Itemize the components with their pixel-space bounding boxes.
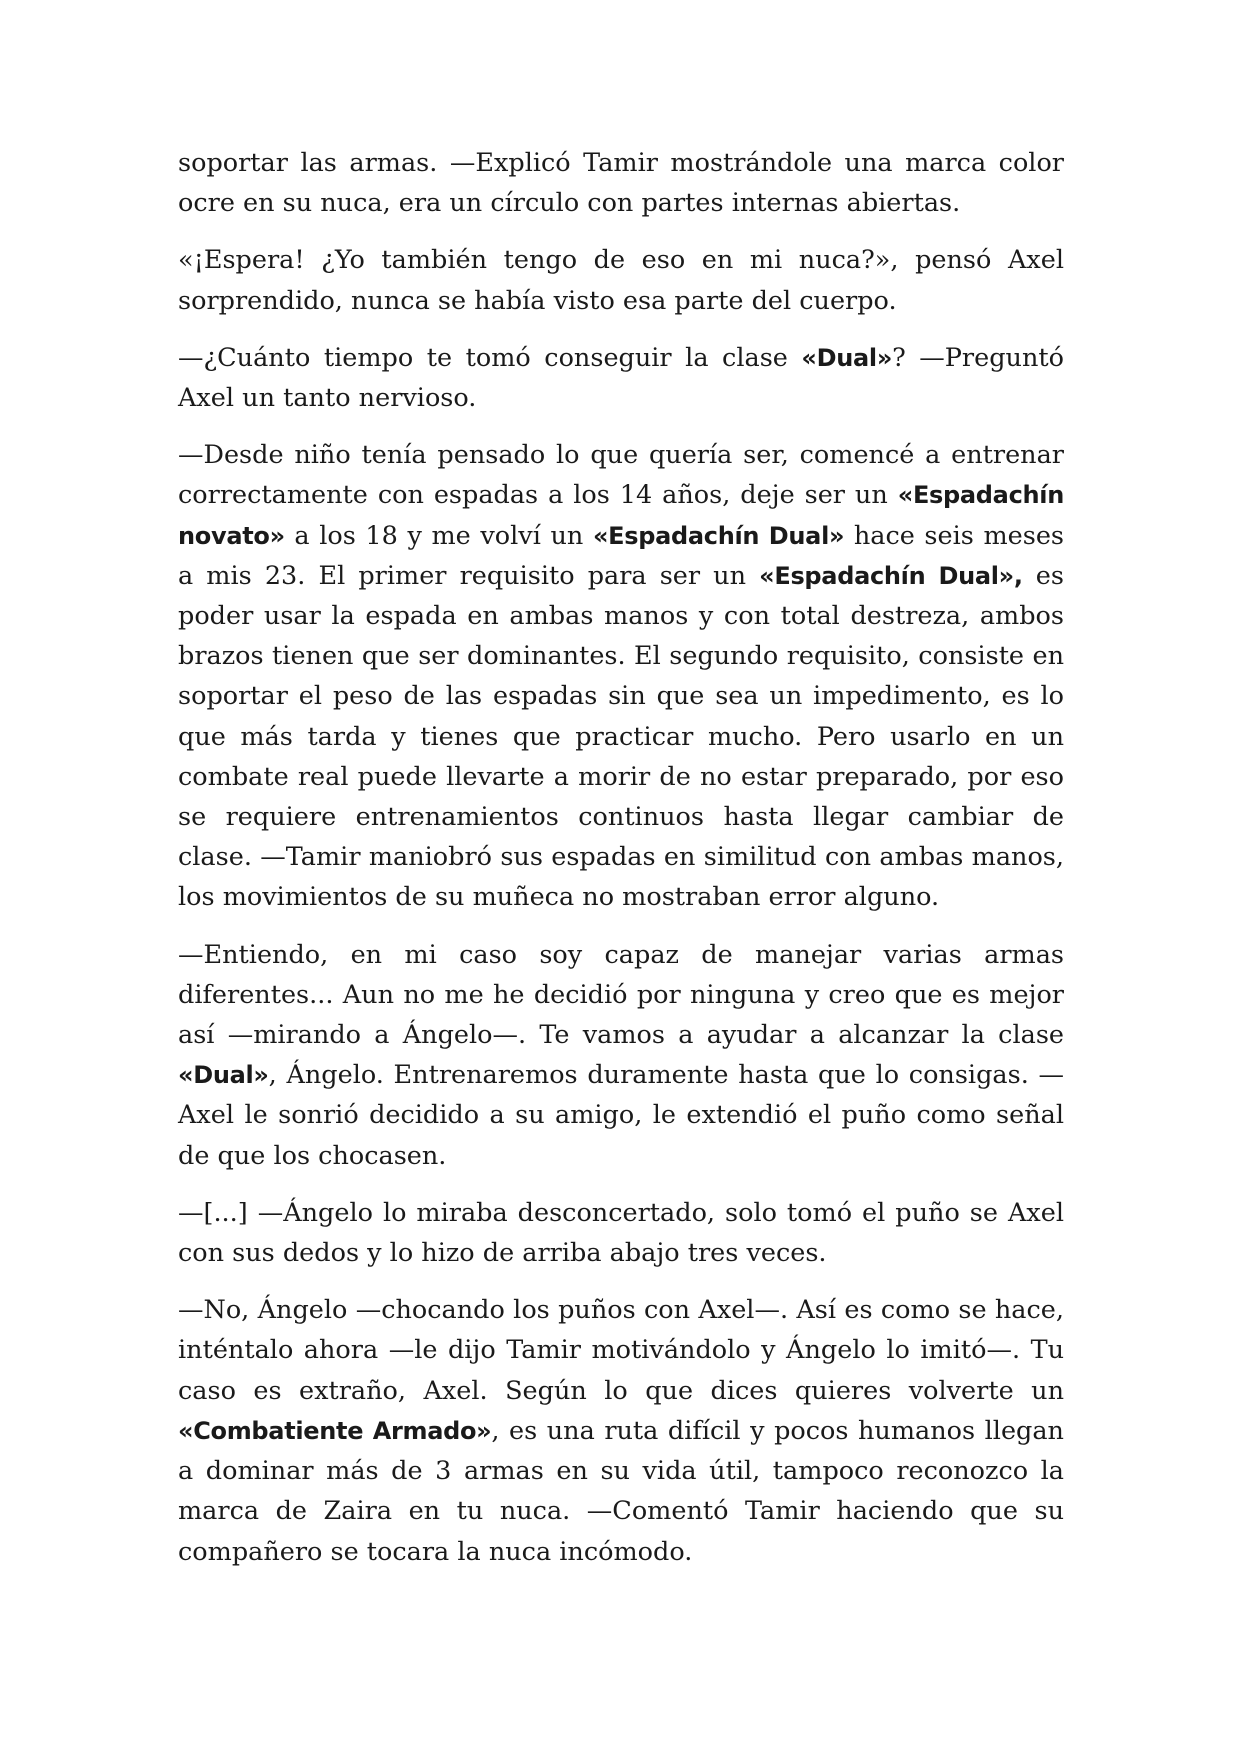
- class-name-bold: «Dual»: [178, 1061, 269, 1090]
- text-run: ? —Preguntó Axel un tanto nervioso.: [178, 342, 1064, 414]
- text-run: , Ángelo. Entrenaremos duramente hasta que lo consigas. —Axel le sonrió decidido a su amigo, le extendió el puño como señal de que los chocasen.: [178, 1060, 1064, 1171]
- class-name-bold: «Dual»: [801, 343, 893, 372]
- paragraph-3: [178, 338, 1064, 418]
- text-run: soportar las armas. —Explicó Tamir mostrándole una marca color ocre en su nuca, era un círculo con partes internas abiertas.: [178, 148, 1064, 219]
- class-name-bold: «Espadachín novato»: [178, 481, 1064, 550]
- document-page: [178, 143, 1064, 1589]
- class-name-bold: «Espadachín Dual»,: [759, 561, 1023, 590]
- text-run: —No, Ángelo —chocando los puños con Axel—. Así es como se hace, inténtalo ahora —le dijo Tamir motivándolo y Ángelo lo imitó—. Tu caso es extraño, Axel. Según lo que dices quieres volverte un: [178, 1295, 1064, 1406]
- text-run: a los 18 y me volví un: [284, 520, 593, 551]
- text-run: —Desde niño tenía pensado lo que quería ser, comencé a entrenar correctamente con espadas a los 14 años, deje ser un: [178, 440, 1064, 511]
- text-run: —¿Cuánto tiempo te tomó conseguir la clase: [178, 342, 802, 373]
- class-name-bold: «Combatiente Armado»: [178, 1416, 492, 1445]
- text-run: hace seis meses a mis 23. El primer requisito para ser un: [178, 520, 1064, 591]
- paragraph-6: [178, 1193, 1064, 1273]
- paragraph-5: [178, 935, 1064, 1176]
- text-run: es poder usar la espada en ambas manos y con total destreza, ambos brazos tienen que ser dominantes. El segundo requisito, consiste en soportar el peso de las espadas sin que sea un impedimento, es lo que más tarda y tienes que practicar mucho. Pero usarlo en un combate real puede llevarte a morir de no estar preparado, por eso se requiere entrenamientos continuos hasta llegar cambiar de clase. —Tamir maniobró sus espadas en similitud con ambas manos, los movimientos de su muñeca no mostraban error alguno.: [178, 560, 1064, 913]
- text-run: —[...] —Ángelo lo miraba desconcertado, solo tomó el puño se Axel con sus dedos y lo hizo de arriba abajo tres veces.: [178, 1197, 1064, 1269]
- text-run: «¡Espera! ¿Yo también tengo de eso en mi nuca?», pensó Axel sorprendido, nunca se había visto esa parte del cuerpo.: [178, 245, 1064, 316]
- class-name-bold: «Espadachín Dual»: [592, 521, 845, 550]
- text-run: —Entiendo, en mi caso soy capaz de manejar varias armas diferentes... Aun no me he decidió por ninguna y creo que es mejor así —mirando a Ángelo—. Te vamos a ayudar a alcanzar la clase: [178, 939, 1064, 1051]
- paragraph-2: [178, 240, 1064, 320]
- text-run: , es una ruta difícil y pocos humanos llegan a dominar más de 3 armas en su vida útil, tampoco reconozco la marca de Zaira en tu nuca. —Comentó Tamir haciendo que su compañero se tocara la nuca incómodo.: [178, 1415, 1064, 1567]
- paragraph-4: [178, 435, 1064, 917]
- paragraph-1: [178, 143, 1064, 223]
- paragraph-7: [178, 1290, 1064, 1571]
